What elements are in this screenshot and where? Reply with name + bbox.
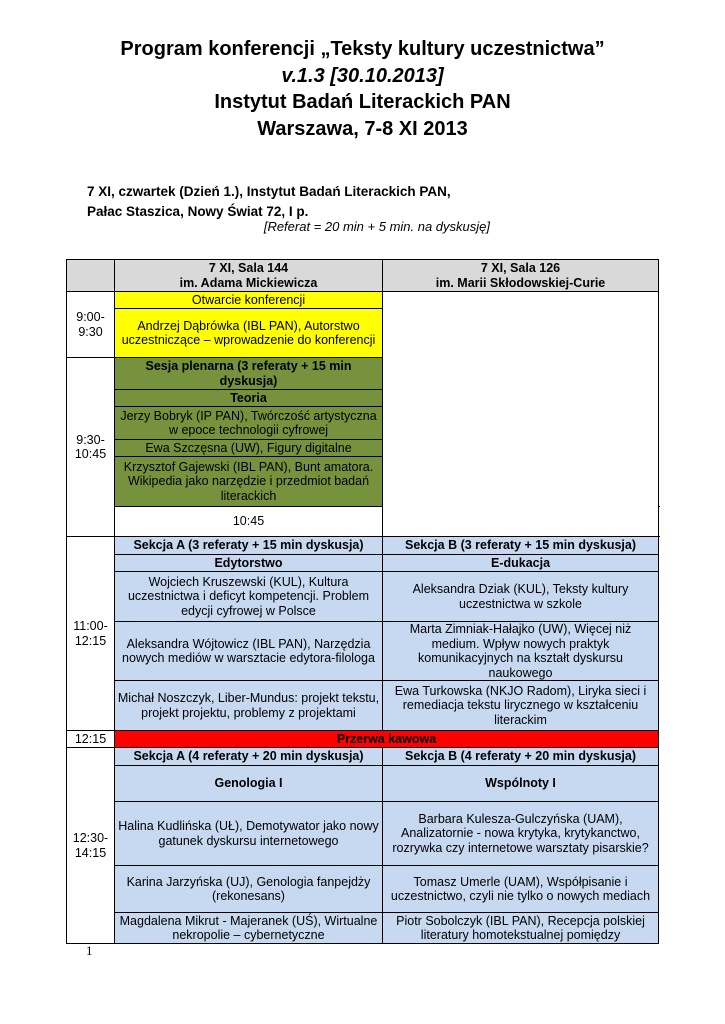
header-time-cell (67, 260, 115, 292)
plenary-talk: Jerzy Bobryk (IP PAN), Twórczość artystyczna w epoce technologii cyfrowej (115, 407, 383, 440)
opening-label: Otwarcie konferencji (115, 292, 383, 309)
table-row (67, 681, 659, 731)
section-a-talk: Halina Kudlińska (UŁ), Demotywator jako nowy gatunek dyskursu internetowego (115, 802, 383, 866)
section-b-talk: Tomasz Umerle (UAM), Współpisanie i uczestnictwo, czyli nie tylko o nowych mediach (383, 866, 659, 913)
room-b-header (383, 260, 659, 292)
time-slot: 9:00- 9:30 (67, 292, 115, 358)
table-row (67, 802, 659, 866)
table-row (67, 731, 659, 748)
plenary-talk: Ewa Szczęsna (UW), Figury digitalne (115, 440, 383, 457)
day-info (87, 182, 451, 222)
day-info-line-1: 7 XI, czwartek (Dzień 1.), Instytut Badań Literackich PAN, (87, 184, 451, 199)
plenary-theme: Teoria (115, 390, 383, 407)
room-b-name: 7 XI, Sala 126 (480, 261, 561, 275)
coffee-break: Przerwa kawowa (115, 731, 659, 748)
table-row (67, 292, 659, 309)
table-row (67, 572, 659, 622)
table-row (67, 555, 659, 572)
table-row (67, 913, 659, 944)
section-b-talk: Aleksandra Dziak (KUL), Teksty kultury uczestnictwa w szkole (383, 572, 659, 622)
section-b-talk: Piotr Sobolczyk (IBL PAN), Recepcja polskiej literatury homotekstualnej pomiędzy (383, 913, 659, 944)
table-row (67, 766, 659, 802)
section-a-theme: Edytorstwo (115, 555, 383, 572)
table-row (67, 866, 659, 913)
title-place-date: Warszawa, 7-8 XI 2013 (257, 117, 468, 140)
opening-talk: Andrzej Dąbrówka (IBL PAN), Autorstwo uczestniczące – wprowadzenie do konferencji (115, 309, 383, 358)
table-header-row (67, 260, 659, 292)
time-slot: 11:00- 12:15 (67, 537, 115, 731)
section-a-talk: Wojciech Kruszewski (KUL), Kultura uczestnictwa i deficyt kompetencji. Problem edycji cyfrowej w Polsce (115, 572, 383, 622)
time-slot: 10:45 (115, 507, 383, 537)
section-a-talk: Magdalena Mikrut - Majeranek (UŚ), Wirtualne nekropolie – cybernetyczne (115, 913, 383, 944)
section-a-talk: Aleksandra Wójtowicz (IBL PAN), Narzędzia nowych mediów w warsztacie edytora-filologa (115, 622, 383, 681)
title-line-1: Program konferencji „Teksty kultury uczestnictwa” (120, 38, 605, 60)
section-b-talk: Ewa Turkowska (NKJO Radom), Liryka sieci i remediacja tekstu lirycznego w kształceniu literackim (383, 681, 659, 731)
title-version: v.1.3 [30.10.2013] (281, 64, 444, 87)
plenary-title: Sesja plenarna (3 referaty + 15 min dyskusja) (115, 358, 383, 390)
table-row (67, 622, 659, 681)
section-a-title: Sekcja A (3 referaty + 15 min dyskusja) (115, 537, 383, 555)
section-a-title: Sekcja A (4 referaty + 20 min dyskusja) (115, 748, 383, 766)
document-title (0, 36, 725, 142)
section-b-theme: Wspólnoty I (383, 766, 659, 802)
room-a-patron: im. Adama Mickiewicza (179, 275, 318, 290)
time-slot: 9:30- 10:45 (67, 358, 115, 537)
room-a-header (115, 260, 383, 292)
section-a-theme: Genologia I (115, 766, 383, 802)
plenary-talk: Krzysztof Gajewski (IBL PAN), Bunt amatora. Wikipedia jako narzędzie i przedmiot badań literackich (115, 457, 383, 507)
section-b-talk: Barbara Kulesza-Gulczyńska (UAM), Analizatornie - nowa krytyka, krytykanctwo, rozrywka czy internetowe warsztaty pisarskie? (383, 802, 659, 866)
section-b-talk: Marta Zimniak-Hałajko (UW), Więcej niż medium. Wpływ nowych praktyk komunikacyjnych na kształt dyskursu naukowego (383, 622, 659, 681)
program-table (66, 259, 659, 944)
section-a-talk: Michał Noszczyk, Liber-Mundus: projekt tekstu, projekt projektu, problemy z projektami (115, 681, 383, 731)
room-b-patron: im. Marii Skłodowskiej-Curie (435, 275, 606, 290)
room-b-empty (383, 292, 659, 537)
talk-length-note: [Referat = 20 min + 5 min. na dyskusję] (263, 219, 490, 234)
page-number: 1 (86, 943, 93, 958)
table-row (67, 537, 659, 555)
time-slot: 12:15 (67, 731, 115, 748)
section-a-talk: Karina Jarzyńska (UJ), Genologia fanpejdży (rekonesans) (115, 866, 383, 913)
section-b-theme: E-dukacja (383, 555, 659, 572)
section-b-title: Sekcja B (3 referaty + 15 min dyskusja) (383, 537, 659, 555)
room-a-name: 7 XI, Sala 144 (208, 261, 289, 275)
title-institute: Instytut Badań Literackich PAN (214, 91, 511, 113)
section-b-title: Sekcja B (4 referaty + 20 min dyskusja) (383, 748, 659, 766)
table-row (67, 748, 659, 766)
day-info-line-2: Pałac Staszica, Nowy Świat 72, I p. (87, 204, 309, 219)
time-slot: 12:30- 14:15 (67, 748, 115, 944)
